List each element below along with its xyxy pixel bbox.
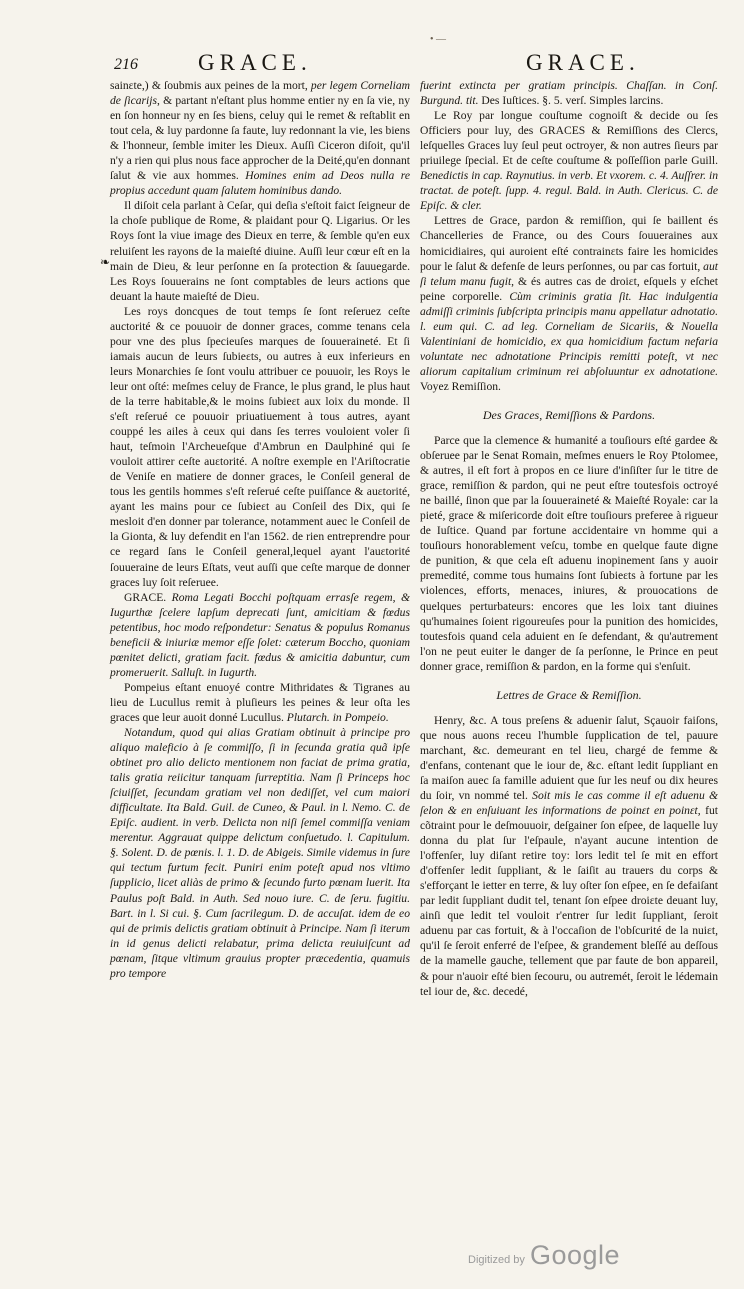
latin-citation: Notandum, quod qui alias Gratiam obtinuit à principe pro aliquo maleficio à ſe commiſſo, ſi in ſecunda gratia quã ipſe obtinet pro alio delicto mentionem non faciat de prima gratia, talis gratia reiicitur tanquam ſurreptitia. Nam ſi Princeps hoc ſciuiſſet, ſecundam gratiam vel non dediſſet, vel cum maiori difficultate. Ita Bald. Guil. de Cuneo, & Paul. in l. Nemo. C. de Epiſc. audient. in verb. Delicta non niſi ſemel commiſſa veniam merentur. Aggrauat quippe delictum conſuetudo. l. Capitulum. §. Solent. D. de pœnis. l. 1. D. de Abigeis. Simile videmus in ſure qui tectum furtum fecit. Puniri enim poteſt apud nos vltimo ſupplicio, licet aliàs de primo & ſecundo furto pœnam luerit. Ita Paulus poſt Bald. in Auth. Sed nouo iure. C. de ſeru. fugitiu. Bart. in l. Si cui. §. Cum ſacrilegum. D. de accuſat. idem de eo qui de primis delictis gratiam obtinuit à Principe. Nam ſi iterum in id genus delicti relabatur, prima delicta reuiuiſcunt ad pœnam, ſitque vltimum grauius propter præcedentia, quamuis pro tempore (110, 726, 410, 980)
latin-citation: Plutarch. in Pompeio. (286, 710, 389, 724)
paragraph (420, 78, 718, 108)
running-header (110, 50, 720, 80)
text-run: sainɛte,) & ſoubmis aux peines de la mort, (110, 79, 311, 92)
latin-citation: Soit mis le cas comme il eſt aduenu & ſelon & en enſuiuant les informations de poinɛt en poinɛt, (420, 788, 718, 818)
latin-citation: per legem Corneliam de ſicarijs (110, 79, 411, 108)
right-column (420, 78, 718, 999)
digitized-by-label: Digitized by (468, 1254, 525, 1266)
latin-citation: fuerint extincta per gratiam principis. Chaſſan. in Conſ. Burgund. tit. (420, 79, 718, 108)
text-run: Henry, &c. A tous preſens & aduenir ſalut, Sçauoir faiſons, que nous auons receu l'humble ſupplication de tel, pauure marchant, &c. demeurant en tel lieu, chargé de femme & d'enfans, contenant que le iour de, &c. eſtant ledit ſuppliant en ſa maiſon auec ſa famille aduient que ſur les neuf ou dix heures du ſoir, vn nommé tel. (420, 713, 718, 802)
page-number: 216 (114, 56, 138, 73)
paragraph (420, 108, 718, 213)
header-title-left: GRACE. (198, 50, 312, 75)
latin-citation: Cùm criminis gratia ſit. Hac indulgentia admiſſi criminis ſubſcripta principis manu appellatur adnotatio. l. eum qui. C. ad leg. Corneliam de Sicariis, & Nouella Valentiniani de homicidio, ex qua homicidium factum nefaria voluntate nec adnotatione Principis remitti poteſt, vt nec aliorum capitalium criminum rei abſoluuntur ex adnotatione. (420, 289, 719, 378)
text-run: Lettres de Grace, pardon & remiſſion, qui ſe baillent és Chancelleries de France, ou des Cours ſouueraines aux homicidiaires, qui auroient eſté contrainɛts faire les homicides pour le ſalut & defenſe de leurs perſonnes, ou par cas fortuit, (420, 214, 718, 273)
header-title-right: GRACE. (526, 50, 640, 75)
paragraph (420, 713, 718, 999)
text-run: , & partant n'eſtant plus homme entier ny en ſa vie, ny en ſon honneur ny en ſes biens, celuy qui le remet & reſtablit en tout cela, & luy pardonne ſa faute, luy redonnant la vie, les biens & l'honneur, ſemble imiter les Dieux. Auſſi Ciceron diſoit, qu'il n'y a rien qui plus nous face approcher de la Deité,qu'en donnant ſalut & vie aux hommes. (110, 94, 410, 183)
paragraph (110, 198, 410, 303)
text-run: Des Iuſtices. §. 5. verſ. Simples larcins. (478, 94, 664, 108)
text-run: Le Roy par longue couſtume cognoiſt & decide ou ſes Officiers pour luy, des GRACES & Remiſſions des Clercs, leſquelles Graces luy ſeul peut octroyer, & non autres ſieurs par priuilege ſpecial. Et de ceſte couſtume & poſſeſſion parle Guill. (420, 109, 718, 168)
paragraph (420, 213, 718, 394)
text-run: fut cõtraint pour le deſmouuoir, deſgainer ſon eſpee, de laquelle luy donna du plat ſur l'eſpaule, n'ayant aucune intention de l'offenſer, luy diſant retire toy: lors ledit tel ſe mit en effort d'offenſer ledit ſuppliant, & le ſaiſit au trauers du corps & s'efforçant le ietter en terre, & luy oſter ſon eſpee, en ſe defaiſant par ledit ſuppliant dudit tel, tenant ſon eſpee droiɛte deuant luy, ainſi que ledit tel vouloit r'entrer ſur ledit ſuppliant, ſeroit aduenu par cas fortuit, & à l'occaſion de l'obſcurité de la nuiɛt, qu'il ſe ſeroit enferré de l'eſpee, & grandement bleſſé au deſſous de la mamelle gauche, tellement que par faute de bon appareil, & pour n'auoir eſté bien ſecouru, ou autremét, ſeroit le lédemain tel iour de, &c. decedé, (420, 804, 718, 998)
text-run: Voyez Remiſſion. (420, 379, 501, 393)
paragraph (420, 433, 718, 674)
ink-mark: • — (430, 34, 447, 45)
google-logo: Google (530, 1240, 621, 1270)
text-run: , & és autres cas de droiɛt, eſquels y eſchet peine corporelle. (420, 274, 718, 303)
latin-citation: Roma Legati Bocchi poſtquam errasſe regem, & Iugurthæ ſcelere lapſum deprecati ſunt, amicitiam & fœdus petentibus, hoc modo reſpondetur: Senatus & populus Romanus beneficii & iniuriæ memor eſſe ſolet: cæterum Boccho, quoniam pœnitet delicti, gratiam facit. fœdus & amicitia dabuntur, cum promeruerit. Salluſt. in Iugurth. (110, 590, 410, 679)
margin-pointer-mark: ❧ (100, 255, 111, 269)
section-heading: Des Graces, Remiſſions & Pardons. (482, 407, 656, 422)
google-digitized-stamp (468, 1240, 658, 1274)
paragraph (110, 78, 410, 198)
paragraph (110, 304, 410, 590)
latin-citation: aut ſi telum manu fugit (420, 259, 718, 288)
text-run: Les roys doncques de tout temps ſe ſont reſeruez ceſte auctorité & ce pouuoir de donner graces, comme tenans cela pour vne des plus ſpecieuſes marques de ſouueraineté. Et ſi iamais aucun de leurs ſubieɛts, ou autres à eux inferieurs en leurs Monarchies ſe ſont voulu attribuer ce pouuoir, les Roys le leur ont oſté: meſmes celuy de France, le plus grand, le plus haut de la terre habitable,& le moins ſubieɛt aux loix du monde. Il s'eſt reſerué ce pouuoir priuatiuement à tous autres, ayant couppé les ailes à ceux qui dans ſes terres vouloient voler ſi haut, teſmoin l'Archeueſque d'Ambrun en Daulphiné qui ſe vouloit attirer ceſte auɛtorité. A noſtre exemple en l'Ariſtocratie de Veniſe en matiere de donner graces, le Conſeil general de tous les gentils hommes s'eſt reſerué ceſte puiſſance & auɛtorité, ayant les mains pour ce ſubieɛt au Conſeil des Dix, qui ſe mesloit d'en donner par tolerance, notamment auec le Conſeil de la Gionta, & luy defendit en l'an 1562. de rien entreprendre pour ce regard ſans le Conſeil general,lequel ayant l'auɛtorité ſouueraine de leurs Eſtats, veut auſſi que ceſte marque de donner graces luy ſoit reſeruee. (110, 304, 410, 589)
paragraph (110, 680, 410, 725)
left-column (110, 78, 410, 981)
text-run: Il diſoit cela parlant à Ceſar, qui deſia s'eſtoit faict ſeigneur de la choſe publique de Rome, & plaidant pour Q. Ligarius. Or les Roys ſont la viue image des Dieux en terre, & ſemble qu'en eux reluiſent les rayons de la maieſté diuine. Auſſi leur cœur eſt en la main de Dieu, & leur perſonne en ſa protection & ſauuegarde. Les Roys ſouuerains ne ſont comptables de leurs actions que deuant la haute maieſté de Dieu. (110, 199, 410, 303)
text-run: Parce que la clemence & humanité a touſiours eſté gardee & obſeruee par le Senat Romain, meſmes enuers le Roy Ptolomee, & autres, il eſt fort à propos en ce liure d'inſiſter ſur le titre de grace, remiſſion & pardon, qui ne peut eſtre toutesfois octroyé ne baillé, ſinon que par la ſouueraineté & Maieſté Royale: car la pieté, grace & miſericorde doit eſtre touſiours preferee à rigueur de Iuſtice. Quand par fortune accidentaire vn homme qui a touſiours honorablement veſcu, tombe en quelque faute digne de punition, & que cela eſt aduenu inopinement ſans y auoir premedité, comme tous humains ſont ſubieɛts à fortune par les violences, efforts, menaces, iniures, & prouocations de quelques perturbateurs: encores que les loix tant diuines qu'humaines ſoient rigoureuſes pour la punition des homicides, toutesfois quand cela aduient en ſe defendant, & qu'autrement l'on ne peut euiter le danger de ſa perſonne, le Prince en peut donner grace, remiſſion & pardon, en la forme qui s'enſuit. (420, 433, 718, 673)
text-run: Pompeius eſtant enuoyé contre Mithridates & Tigranes au lieu de Lucullus remit à pluſieurs les peines & leur oſta les graces que leur auoit donné Lucullus. (110, 680, 410, 724)
paragraph (110, 725, 410, 981)
latin-citation: Benedictis in cap. Raynutius. in verb. Et vxorem. c. 4. Auſſrer. in tractat. de poteſt. ſupp. 4. regul. Bald. in Auth. Clericus. C. de Epiſc. & cler. (420, 169, 718, 213)
paragraph (110, 590, 410, 680)
section-heading: Lettres de Grace & Remiſſion. (496, 687, 642, 702)
text-run: GRACE. (124, 590, 172, 604)
latin-citation: Homines enim ad Deos nulla re propius accedunt quam ſalutem hominibus dando. (110, 169, 410, 198)
